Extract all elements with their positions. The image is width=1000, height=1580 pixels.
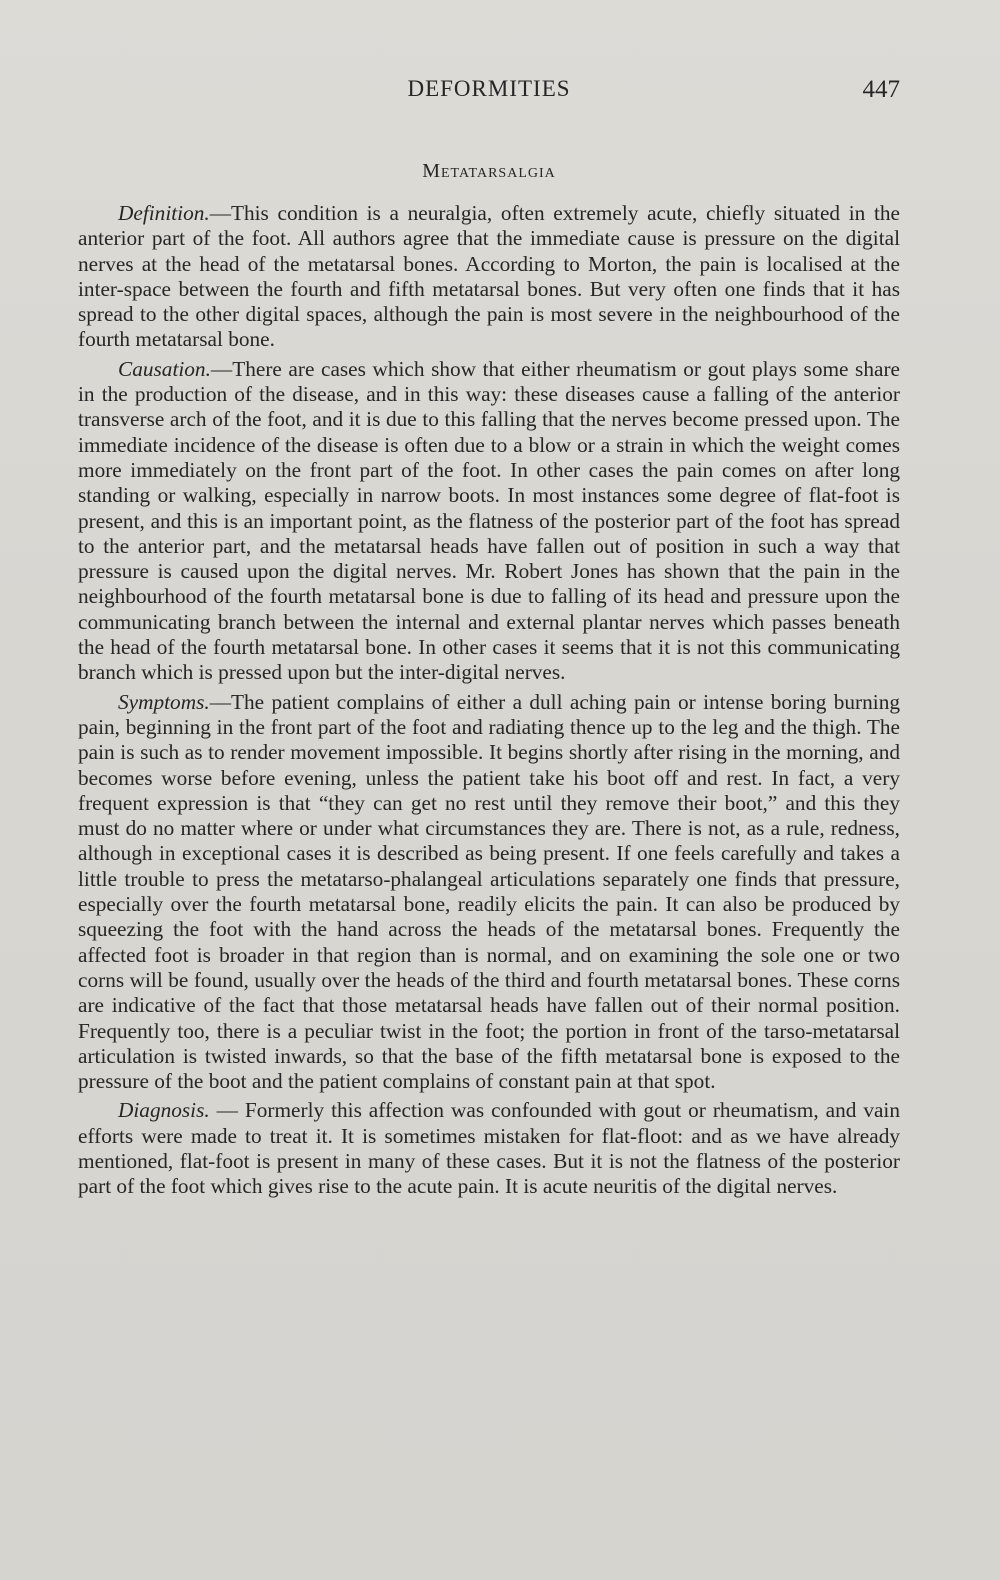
running-head <box>78 76 900 108</box>
paragraph-heading: Definition. <box>118 201 210 225</box>
paragraph-definition <box>78 201 900 353</box>
section-title: Metatarsalgia <box>422 160 556 182</box>
page-number: 447 <box>862 76 900 103</box>
paragraph-text: —The patient complains of either a dull aching pain or intense boring burning pain, beginning in the front part of the foot and radiating thence up to the leg and the thigh. The pain is such as to render movement impossible. It begins shortly after rising in the morning, and becomes worse before evening, unless the patient take his boot off and rest. In fact, a very frequent expression is that “they can get no rest until they remove their boot,” and this they must do no matter where or under what circumstances they are. There is not, as a rule, redness, although in exceptional cases it is described as being present. If one feels carefully and takes a little trouble to press the metatarso-phalangeal articulations separately one finds that pressure, especially over the fourth metatarsal bone, readily elicits the pain. It can also be produced by squeezing the foot with the hand across the heads of the metatarsal bones. Frequently the affected foot is broader in that region than is normal, and on examining the sole one or two corns will be found, usually over the heads of the third and fourth metatarsal bones. These corns are indicative of the fact that those metatarsal heads have fallen out of their normal position. Frequently too, there is a peculiar twist in the foot; the portion in front of the tarso-metatarsal articulation is twisted inwards, so that the base of the fifth metatarsal bone is exposed to the pressure of the boot and the patient complains of constant pain at that spot. <box>78 689 900 1094</box>
running-title: DEFORMITIES <box>407 76 571 101</box>
body-text <box>78 201 900 1204</box>
paragraph-heading: Symptoms. <box>118 689 210 714</box>
paragraph-diagnosis <box>78 1098 900 1199</box>
paragraph-causation <box>78 357 900 686</box>
paragraph-text: — Formerly this affection was confounded with gout or rheumatism, and vain efforts were made to treat it. It is sometimes mistaken for flat-floot: and as we have already mentioned, flat-foot is present in many of these cases. But it is not the flatness of the posterior part of the foot which gives rise to the acute pain. It is acute neuritis of the digital nerves. <box>78 1098 900 1199</box>
paragraph-text: —There are cases which show that either rheumatism or gout plays some share in the production of the disease, and in this way: these diseases cause a falling of the anterior transverse arch of the foot, and it is due to this falling that the nerves become pressed upon. The immediate incidence of the disease is often due to a blow or a strain in which the weight comes more immediately on the front part of the foot. In other cases the pain comes on after long standing or walking, especially in narrow boots. In most instances some degree of flat-foot is present, and this is an important point, as the flatness of the posterior part of the foot has spread to the anterior part, and the metatarsal heads have fallen out of position in such a way that pressure is caused upon the digital nerves. Mr. Robert Jones has shown that the pain in the neighbourhood of the fourth metatarsal bone is due to falling of its head and pressure upon the communicating branch between the internal and external plantar nerves which passes beneath the head of the fourth metatarsal bone. In other cases it seems that it is not this communicating branch which is pressed upon but the inter-digital nerves. <box>78 356 900 685</box>
paragraph-heading: Causation. <box>118 356 211 381</box>
paragraph-symptoms <box>78 690 900 1095</box>
paragraph-text: —This condition is a neuralgia, often extremely acute, chiefly situated in the anterior part of the foot. All authors agree that the immediate cause is pressure on the digital nerves at the head of the metatarsal bones. According to Morton, the pain is localised at the inter-space between the fourth and fifth metatarsal bones. But very often one finds that it has spread to the other digital spaces, although the pain is most severe in the neighbourhood of the fourth metatarsal bone. <box>78 201 900 352</box>
paragraph-heading: Diagnosis. <box>118 1098 210 1123</box>
